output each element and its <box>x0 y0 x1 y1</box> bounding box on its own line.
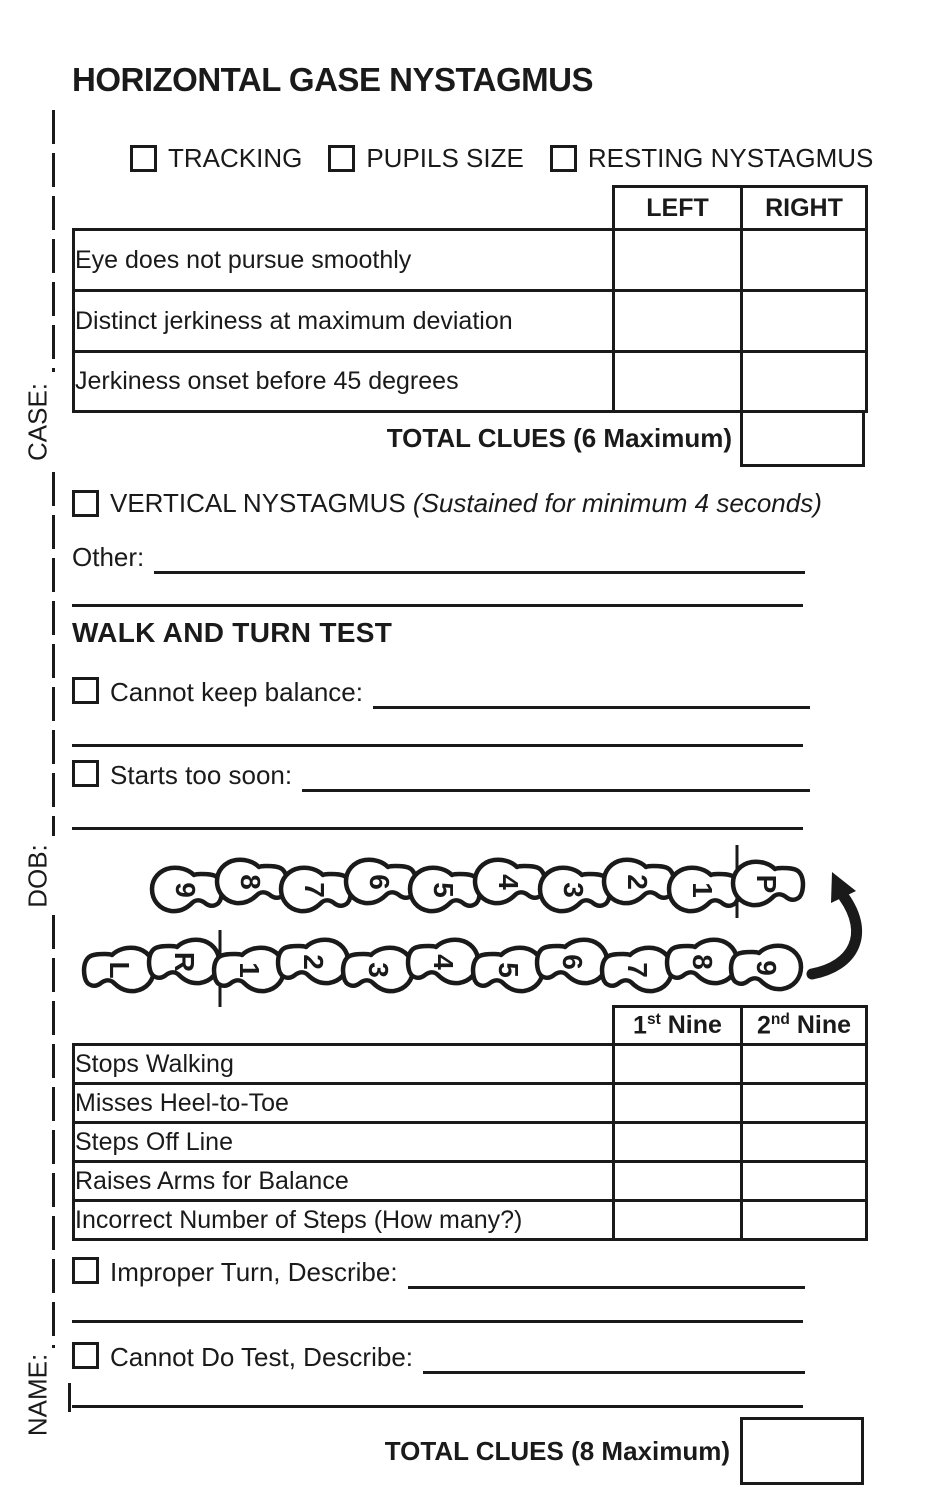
vertical-nystagmus-row <box>72 488 822 519</box>
cannot-keep-balance-continuation-line[interactable] <box>72 744 803 747</box>
wat-total-box[interactable] <box>740 1417 864 1485</box>
wat-row-label: Incorrect Number of Steps (How many?) <box>74 1201 614 1240</box>
footprint-left-start: L <box>104 961 136 979</box>
pupils-size-label: PUPILS SIZE <box>366 143 524 173</box>
tracking-option <box>130 143 302 174</box>
name-label: NAME: <box>22 1353 53 1437</box>
hgn-col-left: LEFT <box>614 187 742 230</box>
walk-turn-heading: WALK AND TURN TEST <box>72 617 393 648</box>
starts-too-soon-continuation-line[interactable] <box>72 827 803 830</box>
vertical-nystagmus-text: VERTICAL NYSTAGMUS <box>110 488 406 518</box>
first-nine-num: 1 <box>633 1011 647 1040</box>
footprint-step: 6 <box>364 874 396 890</box>
margin-rule-segment <box>52 472 55 836</box>
starts-too-soon-input-line[interactable] <box>302 759 810 792</box>
wat-second-cell-4[interactable] <box>742 1162 867 1201</box>
pupils-size-checkbox[interactable] <box>328 145 355 172</box>
improper-turn-input-line[interactable] <box>408 1256 805 1289</box>
cannot-keep-balance-row <box>72 675 810 709</box>
margin-rule-segment <box>52 915 55 1348</box>
wat-row-label: Misses Heel-to-Toe <box>74 1084 614 1123</box>
resting-nystagmus-option <box>550 143 874 174</box>
cannot-do-test-input-line[interactable] <box>423 1341 805 1374</box>
footprint-step: 2 <box>622 874 654 890</box>
cannot-keep-balance-label: Cannot keep balance: <box>110 677 363 707</box>
vertical-nystagmus-note: (Sustained for minimum 4 seconds) <box>412 488 822 518</box>
footprint-step: 5 <box>493 962 525 978</box>
hgn-total-box[interactable] <box>740 410 865 467</box>
hgn-row-label: Jerkiness onset before 45 degrees <box>74 352 614 412</box>
cannot-keep-balance-input-line[interactable] <box>373 676 810 709</box>
wat-first-cell-4[interactable] <box>614 1162 742 1201</box>
footprint-step: 1 <box>234 962 266 978</box>
footprint-step: 2 <box>298 954 330 970</box>
wat-col-first-nine <box>614 1007 742 1045</box>
footprint-step: 6 <box>557 954 589 970</box>
other-continuation-line[interactable] <box>72 604 803 607</box>
footprint-step: 3 <box>558 882 590 898</box>
footprint-step: 3 <box>363 962 395 978</box>
cannot-do-test-checkbox[interactable] <box>72 1342 99 1369</box>
footprint-row-return <box>152 860 803 911</box>
wat-first-cell-5[interactable] <box>614 1201 742 1240</box>
hgn-left-cell-1[interactable] <box>614 230 742 291</box>
tracking-checkbox[interactable] <box>130 145 157 172</box>
hgn-score-table <box>72 185 868 413</box>
footprint-step: 8 <box>235 874 267 890</box>
second-nine-word: Nine <box>796 1011 852 1040</box>
hgn-row-label: Eye does not pursue smoothly <box>74 230 614 291</box>
hgn-right-cell-3[interactable] <box>742 352 867 412</box>
footprint-step: 9 <box>170 882 202 898</box>
footprint-row-outbound <box>84 940 801 991</box>
second-nine-ordinal: nd <box>770 1010 790 1028</box>
footprint-diagram <box>60 838 880 1013</box>
hgn-left-cell-3[interactable] <box>614 352 742 412</box>
turn-arrow-icon <box>812 872 857 974</box>
wat-second-cell-2[interactable] <box>742 1084 867 1123</box>
hgn-right-cell-1[interactable] <box>742 230 867 291</box>
wat-col-second-nine <box>742 1007 867 1045</box>
hgn-right-cell-2[interactable] <box>742 291 867 352</box>
improper-turn-label: Improper Turn, Describe: <box>110 1257 398 1287</box>
footprint-step: 4 <box>493 874 525 890</box>
cannot-keep-balance-checkbox[interactable] <box>72 677 99 704</box>
pupils-size-option <box>328 143 524 174</box>
cannot-do-test-continuation-line[interactable] <box>72 1405 803 1408</box>
cannot-do-test-row <box>72 1340 805 1374</box>
resting-nystagmus-label: RESTING NYSTAGMUS <box>587 143 874 173</box>
wat-total-label: TOTAL CLUES (8 Maximum) <box>384 1436 730 1466</box>
improper-turn-row <box>72 1255 805 1289</box>
first-nine-word: Nine <box>667 1011 722 1040</box>
other-label: Other: <box>72 542 145 572</box>
footprint-step: 5 <box>428 882 460 898</box>
footprint-pivot: P <box>751 874 783 894</box>
wat-first-cell-1[interactable] <box>614 1045 742 1084</box>
wat-row-label: Steps Off Line <box>74 1123 614 1162</box>
footprint-step: 8 <box>687 954 719 970</box>
wat-score-table <box>72 1005 868 1241</box>
second-nine-num: 2 <box>756 1011 771 1040</box>
hgn-total-label: TOTAL CLUES (6 Maximum) <box>386 423 732 453</box>
tracking-label: TRACKING <box>168 143 303 173</box>
other-input-line[interactable] <box>154 541 805 574</box>
first-nine-ordinal: st <box>646 1010 661 1028</box>
improper-turn-continuation-line[interactable] <box>72 1320 803 1323</box>
resting-nystagmus-checkbox[interactable] <box>550 145 577 172</box>
other-row <box>72 540 805 574</box>
footprint-right-start: R <box>169 951 201 973</box>
wat-second-cell-5[interactable] <box>742 1201 867 1240</box>
starts-too-soon-checkbox[interactable] <box>72 760 99 787</box>
wat-row-label: Stops Walking <box>74 1045 614 1084</box>
hgn-header-spacer <box>74 187 614 230</box>
case-label: CASE: <box>22 382 53 462</box>
vertical-nystagmus-label <box>110 488 822 519</box>
footprint-step: 4 <box>428 954 460 970</box>
starts-too-soon-label: Starts too soon: <box>110 760 293 790</box>
footprint-step: 7 <box>622 962 654 978</box>
wat-row-label: Raises Arms for Balance <box>74 1162 614 1201</box>
wat-first-cell-2[interactable] <box>614 1084 742 1123</box>
footprint-step: 7 <box>299 882 331 898</box>
hgn-col-right: RIGHT <box>742 187 867 230</box>
wat-first-cell-3[interactable] <box>614 1123 742 1162</box>
starts-too-soon-row <box>72 758 810 792</box>
wat-header-spacer <box>74 1007 614 1045</box>
hgn-left-cell-2[interactable] <box>614 291 742 352</box>
hgn-row-label: Distinct jerkiness at maximum deviation <box>74 291 614 352</box>
cannot-do-test-label: Cannot Do Test, Describe: <box>110 1342 413 1372</box>
page-title: HORIZONTAL GASE NYSTAGMUS <box>72 61 594 98</box>
footprint-step: 1 <box>687 882 719 898</box>
hgn-checkbox-row <box>130 143 873 174</box>
margin-rule-segment <box>52 110 55 372</box>
wat-second-cell-1[interactable] <box>742 1045 867 1084</box>
footprint-step: 9 <box>751 960 783 976</box>
dob-label: DOB: <box>22 844 53 908</box>
wat-second-cell-3[interactable] <box>742 1123 867 1162</box>
margin-rule-segment <box>68 1383 71 1412</box>
improper-turn-checkbox[interactable] <box>72 1257 99 1284</box>
vertical-nystagmus-checkbox[interactable] <box>72 490 99 517</box>
